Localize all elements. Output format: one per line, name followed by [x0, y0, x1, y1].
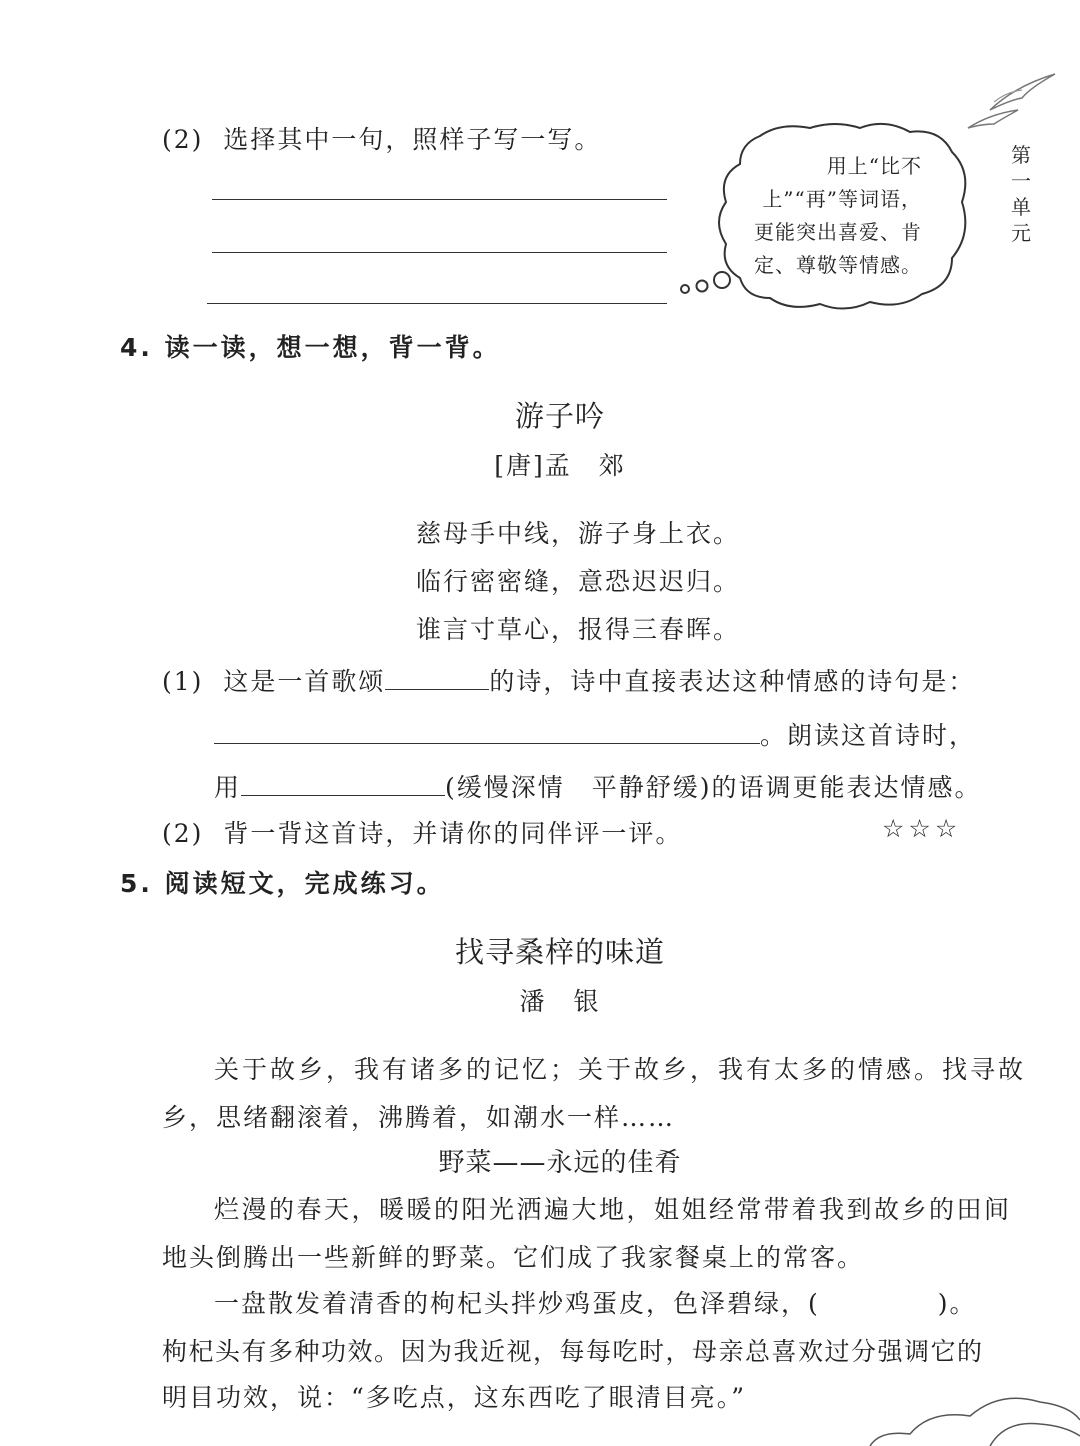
blank-tone[interactable] — [241, 773, 445, 796]
para3-line3: 明目功效，说：“多吃点，这东西吃了眼清目亮。” — [162, 1383, 747, 1412]
q3-part2 — [162, 120, 601, 156]
rating-stars[interactable]: ☆☆☆ — [882, 814, 962, 843]
poem-author: [唐]孟 郊 — [494, 451, 626, 480]
poem-line: 慈母手中线，游子身上衣。 — [416, 519, 741, 548]
q4-part2-text: 背一背这首诗，并请你的同伴评一评。 — [223, 819, 683, 848]
para3-text-b: )。 — [937, 1289, 977, 1318]
para1-line2: 乡，思绪翻滚着，沸腾着，如潮水一样…… — [162, 1103, 676, 1132]
side-tab-char: 第 — [1011, 143, 1031, 167]
q4-part2 — [162, 814, 682, 850]
answer-line-1[interactable] — [212, 199, 667, 200]
article-title: 找寻桑梓的味道 — [454, 935, 665, 969]
poem-title: 游子吟 — [514, 399, 605, 433]
q4-part1-line1 — [162, 662, 975, 698]
side-tab-char: 单 — [1011, 195, 1031, 219]
blank-praise[interactable] — [385, 667, 489, 690]
answer-line-3[interactable] — [207, 303, 667, 304]
para1-line1: 关于故乡，我有诸多的记忆；关于故乡，我有太多的情感。找寻故 — [214, 1055, 1027, 1084]
q4-part1-text-d: 用 — [214, 773, 242, 802]
q4-part1-line2 — [214, 716, 976, 752]
unit-side-tab — [1006, 142, 1036, 246]
side-tab-char: 元 — [1011, 221, 1031, 245]
q4-part1-text-b: 的诗，诗中直接表达这种情感的诗句是： — [489, 667, 976, 696]
bubble-hint — [750, 150, 922, 282]
q4-part1-text-a: 这是一首歌颂 — [223, 667, 386, 696]
q4-heading: 4. 读一读，想一想，背一背。 — [120, 333, 501, 362]
q4-part1-text-e: (缓慢深情 平静舒缓)的语调更能表达情感。 — [445, 773, 982, 802]
bubble-line: 上”“再”等词语， — [762, 187, 922, 211]
para2-line2: 地头倒腾出一些新鲜的野菜。它们成了我家餐桌上的常客。 — [162, 1243, 865, 1272]
answer-line-2[interactable] — [212, 252, 667, 253]
bubble-line: 定、尊敬等情感。 — [754, 253, 922, 277]
q4-part1-text-c: 。朗读这首诗时， — [760, 721, 977, 750]
q4-part1-label: (1) — [162, 667, 204, 696]
q4-part2-label: (2) — [162, 819, 204, 848]
poem-line: 临行密密缝，意恐迟迟归。 — [416, 567, 741, 596]
bubble-line: 更能突出喜爱、肯 — [754, 220, 922, 244]
poem-line: 谁言寸草心，报得三春晖。 — [416, 615, 741, 644]
article-author: 潘 银 — [519, 987, 601, 1016]
para2-line1: 烂漫的春天，暖暖的阳光洒遍大地，姐姐经常带着我到故乡的田间 — [214, 1195, 1012, 1224]
bubble-line: 用上“比不 — [826, 154, 922, 178]
para3-line2: 枸杞头有多种功效。因为我近视，每每吃时，母亲总喜欢过分强调它的 — [162, 1337, 984, 1366]
q3-part2-label: (2) — [162, 125, 204, 154]
q3-part2-text: 选择其中一句，照样子写一写。 — [223, 125, 602, 154]
section-subtitle: 野菜——永远的佳肴 — [438, 1148, 682, 1178]
para3-line1 — [214, 1284, 977, 1320]
side-tab-char: 一 — [1011, 169, 1031, 193]
para3-text-a: 一盘散发着清香的枸杞头拌炒鸡蛋皮，色泽碧绿，( — [214, 1289, 820, 1318]
blank-poem-line[interactable] — [214, 721, 760, 744]
cloud-decoration-icon — [840, 1390, 1080, 1446]
q4-part1-line3 — [214, 768, 982, 804]
q5-heading: 5. 阅读短文，完成练习。 — [120, 869, 445, 898]
